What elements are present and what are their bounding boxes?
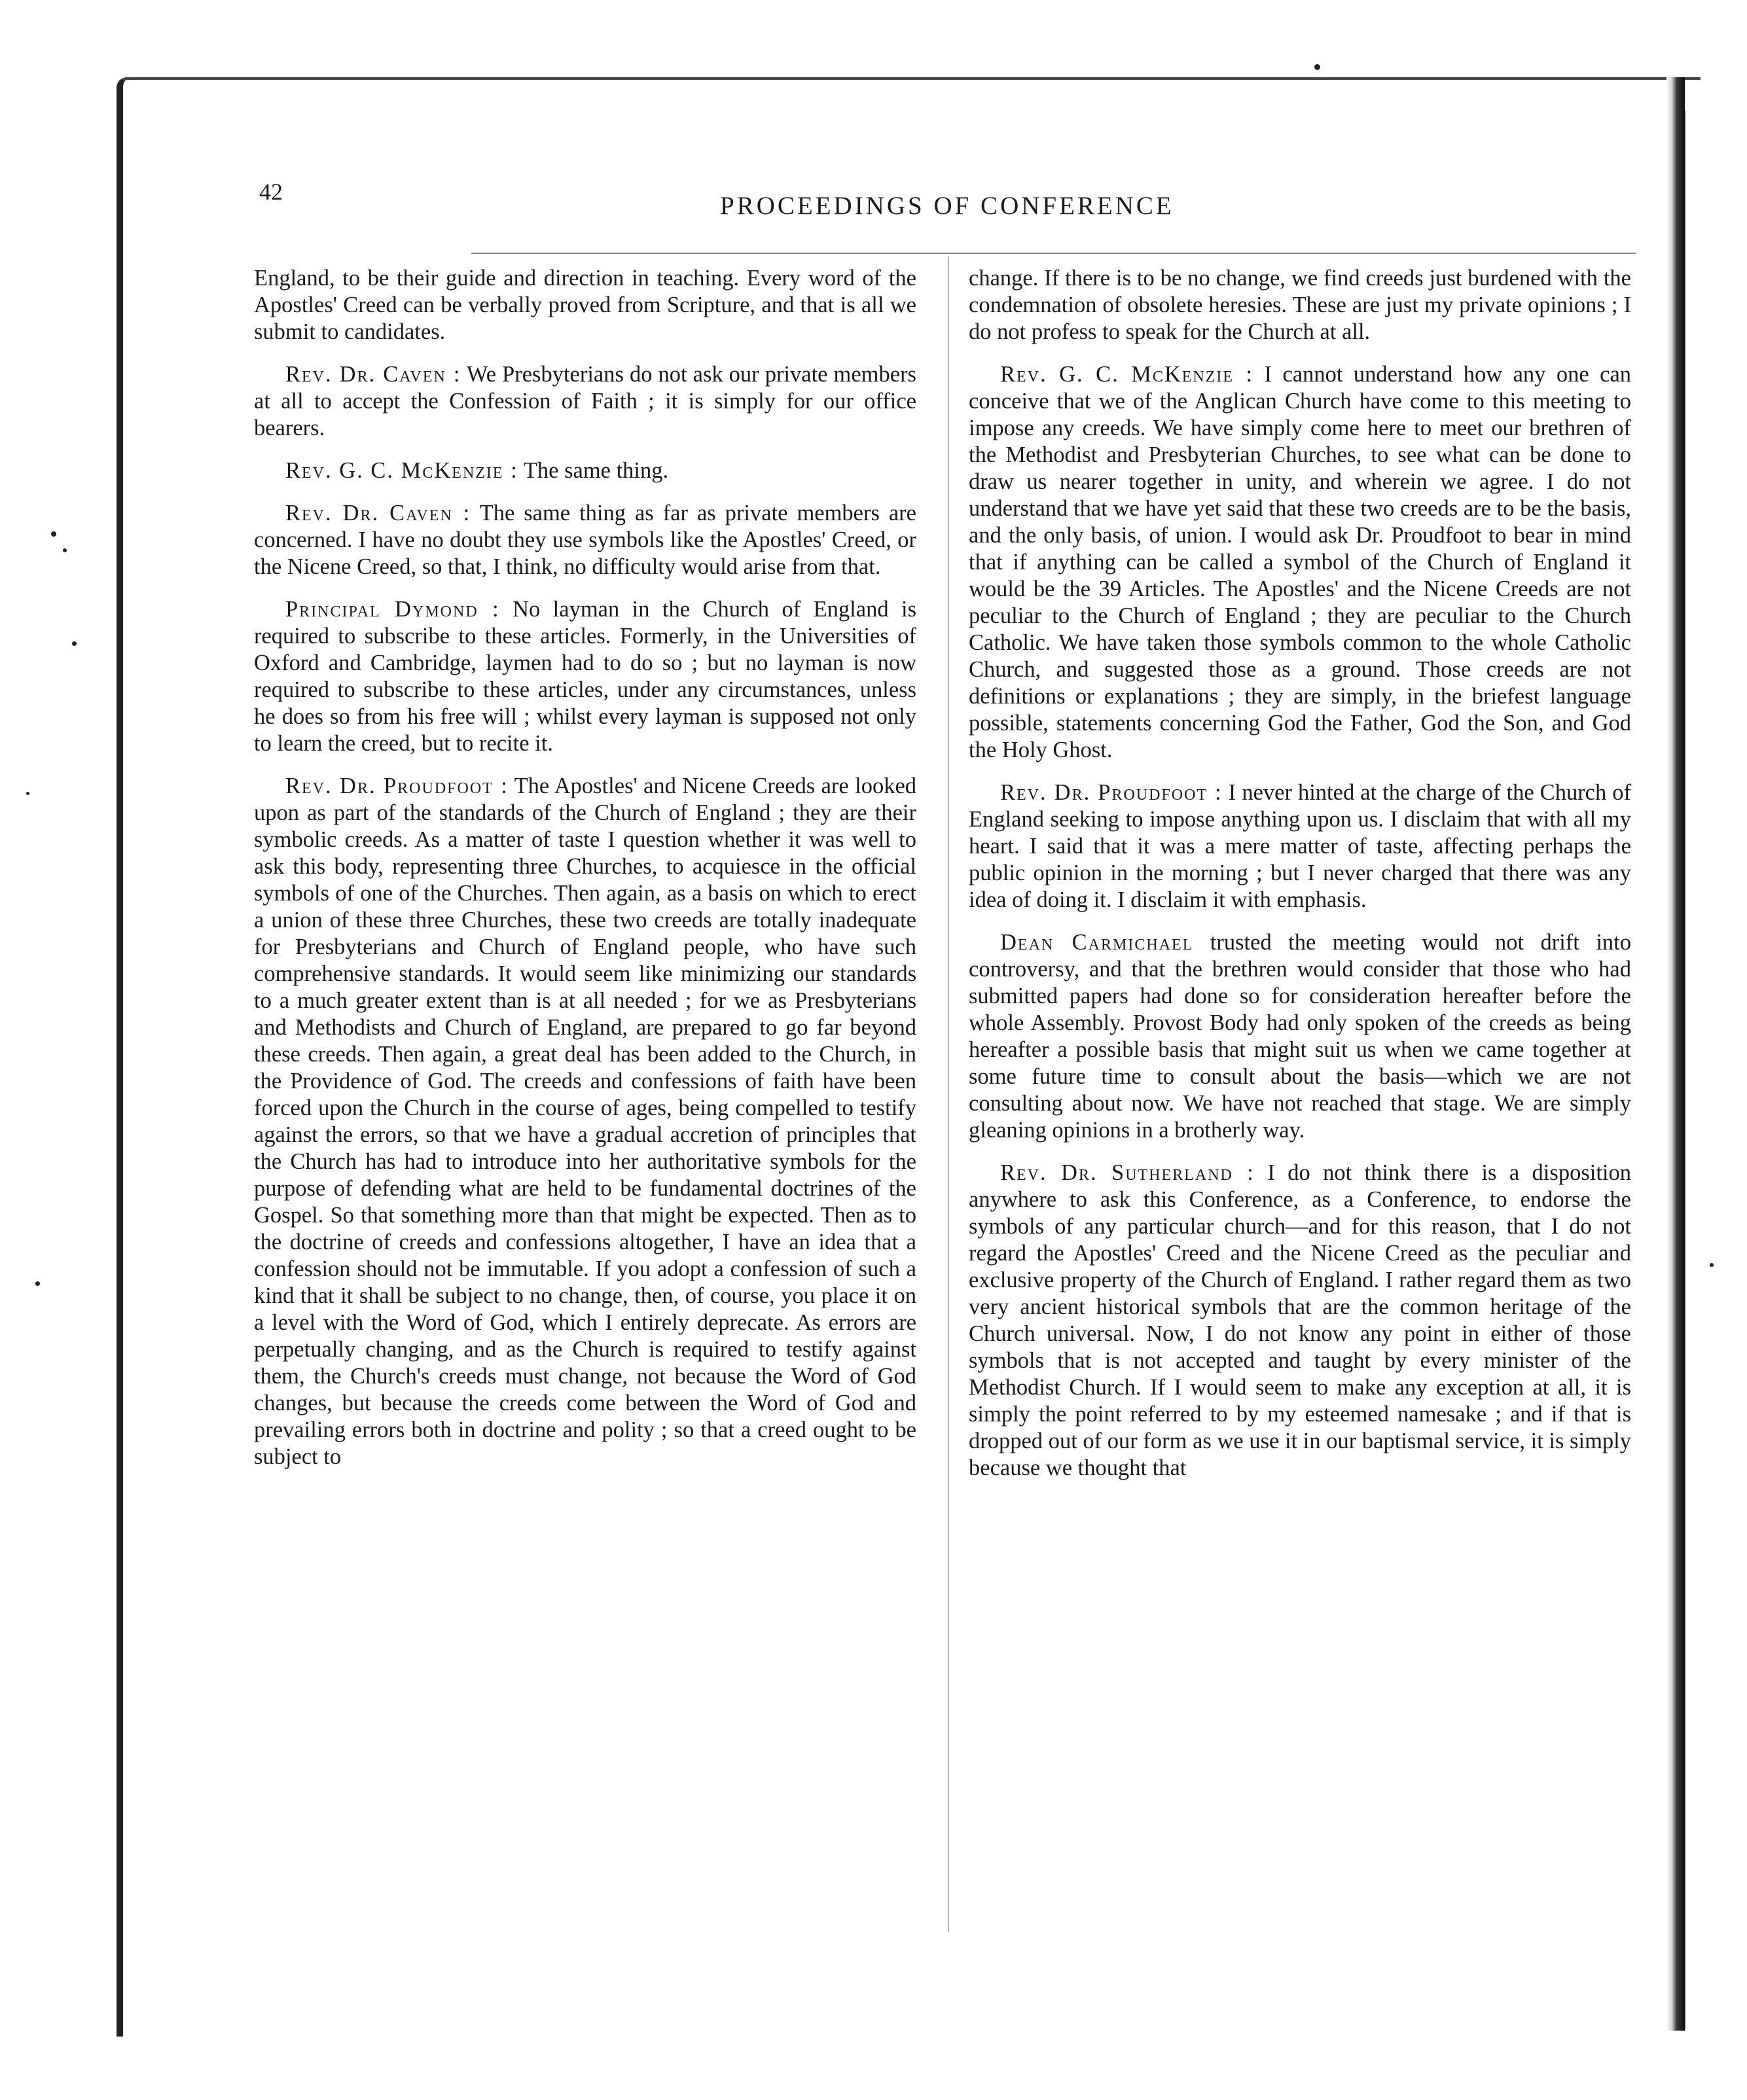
paragraph-text: I never hinted at the charge of the Church of England seeking to impose anything upon us. I disclaim that with all my heart. I said that it was a mere matter of taste, affecting perhaps the public opinion in the morning ; but I never charged that there was any idea of doing it. I disclaim it with emphasis. [969, 780, 1632, 912]
page-gutter-shadow [1666, 77, 1685, 2031]
scan-speck [26, 792, 29, 795]
paragraph [254, 500, 916, 580]
paragraph [254, 265, 916, 346]
scan-speck [1314, 64, 1320, 70]
paragraph-text: The same thing. [523, 458, 669, 483]
speaker-name: Rev. G. C. McKenzie : [285, 458, 518, 483]
paragraph [969, 1160, 1631, 1482]
paragraph-text: No layman in the Church of England is required to subscribe to these articles. Formerly, in the Universities of Oxford and Cambridge, laymen had to do so ; but no layman is now required to subscribe to these articles, under any circumstances, unless he does so from his free will ; whilst every layman is supposed not only to learn the creed, but to recite it. [254, 597, 917, 756]
speaker-name: Rev. Dr. Sutherland : [1000, 1160, 1255, 1185]
paragraph [254, 596, 916, 757]
paragraph [969, 265, 1631, 346]
speaker-name: Rev. Dr. Proudfoot : [1000, 780, 1223, 805]
scan-speck [1710, 1263, 1714, 1267]
paragraph-text: I cannot understand how any one can conceive that we of the Anglican Church have come to this meeting to impose any creeds. We have simply come here to meet our brethren of the Methodist and Presbyterian Churches, to see what can be done to draw us nearer together in unity, and wherein we agree. I do not understand that we have yet said that these two creeds are to be the basis, and the only basis, of union. I would ask Dr. Proudfoot to bear in mind that if anything can be called a symbol of the Church of England it would be the 39 Articles. The Apostles' and the Nicene Creeds are not peculiar to the Church of England ; they are peculiar to the Church Catholic. We have taken those symbols common to the whole Catholic Church, and suggested those as a ground. Those creeds are not definitions or explanations ; they are simply, in the briefest language possible, statements concerning God the Father, God the Son, and God the Holy Ghost. [969, 362, 1632, 762]
scan-speck [51, 531, 56, 537]
scan-speck [63, 548, 67, 552]
paragraph [254, 457, 916, 484]
speaker-name: Rev. Dr. Caven : [285, 501, 471, 525]
paragraph [969, 779, 1631, 914]
scan-speck [35, 1281, 40, 1286]
paragraph [969, 361, 1631, 764]
speaker-name: Dean Carmichael [1000, 930, 1194, 955]
speaker-name: Principal Dymond : [285, 597, 500, 622]
paragraph-text: The Apostles' and Nicene Creeds are looked upon as part of the standards of the Church of England ; they are their symbolic creeds. As a matter of taste I question whether it was well to ask this body, representing three Churches, to acquiesce in the official symbols of one of the Churches. Then again, as a basis on which to erect a union of these three Churches, these two creeds are totally inadequate for Presbyterians and Church of England people, who have such comprehensive standards. It would seem like minimizing our standards to a much greater extent than is at all needed ; for we as Presbyterians and Methodists and Church of England, are prepared to go far beyond these creeds. Then again, a great deal has been added to the Church, in the Providence of God. The creeds and confessions of faith have been forced upon the Church in the course of ages, being compelled to testify against the errors, so that we have a gradual accretion of principles that the Church has had to introduce into her authoritative symbols for the purpose of defending what are held to be fundamental doctrines of the Gospel. So that something more than that might be expected. Then as to the doctrine of creeds and confessions altogether, I have an idea that a confession should not be immutable. If you adopt a confession of such a kind that it shall be subject to no change, then, of course, you place it on a level with the Word of God, which I entirely deprecate. As errors are perpetually changing, and as the Church is required to testify against them, the Church's creeds must change, not because the Word of God changes, but because the creeds come between the Word of God and prevailing errors both in doctrine and polity ; so that a creed ought to be subject to [254, 774, 917, 1469]
paragraph-text: The same thing as far as private members are concerned. I have no doubt they use symbols like the Apostles' Creed, or the Nicene Creed, so that, I think, no difficulty would arise from that. [254, 501, 916, 579]
scan-speck [72, 641, 77, 646]
speaker-name: Rev. Dr. Proudfoot : [285, 774, 509, 798]
paragraph-text: I do not think there is a disposition anywhere to ask this Conference, as a Conference, to endorse the symbols of any particular church—and for this reason, that I do not regard the Apostles' Creed and the Nicene Creed as the peculiar and exclusive property of the Church of England. I rather regard them as two very ancient historical symbols that are the common heritage of the Church universal. Now, I do not know any point in either of those symbols that is not accepted and taught by every minister of the Methodist Church. If I would seem to make any exception at all, it is simply the point referred to by my esteemed namesake ; and if that is dropped out of our form as we use it in our baptismal service, it is simply because we thought that [969, 1160, 1631, 1480]
speaker-name: Rev. G. C. McKenzie : [1000, 362, 1254, 387]
paragraph-text: trusted the meeting would not drift into controversy, and that the brethren would consider that those who had submitted papers had done so for consideration hereafter before the whole Assembly. Provost Body had only spoken of the creeds as being hereafter a possible basis that might suit us when we came together at some future time to consult about the basis—which we are not consulting about now. We have not reached that stage. We are simply gleaning opinions in a brotherly way. [969, 930, 1631, 1143]
paragraph [254, 361, 916, 442]
paragraph-text: England, to be their guide and direction in teaching. Every word of the Apostles' Creed can be verbally proved from Scripture, and that is all we submit to candidates. [254, 266, 916, 344]
header-rule [471, 253, 1636, 254]
left-column [254, 265, 916, 1486]
next-page-edge [1685, 111, 1719, 2029]
paragraph [969, 929, 1631, 1144]
paragraph [254, 773, 916, 1470]
paragraph-text: We Presbyterians do not ask our private members at all to accept the Confession of Faith ; it is simply for our office bearers. [254, 362, 916, 440]
page-number: 42 [259, 179, 283, 205]
column-divider [948, 257, 949, 1932]
speaker-name: Rev. Dr. Caven : [285, 362, 461, 387]
right-column [969, 265, 1631, 1497]
paragraph-text: change. If there is to be no change, we find creeds just burdened with the condemnation of obsolete heresies. These are just my private opinions ; I do not profess to speak for the Church at all. [969, 266, 1631, 344]
running-head: PROCEEDINGS OF CONFERENCE [720, 192, 1174, 220]
